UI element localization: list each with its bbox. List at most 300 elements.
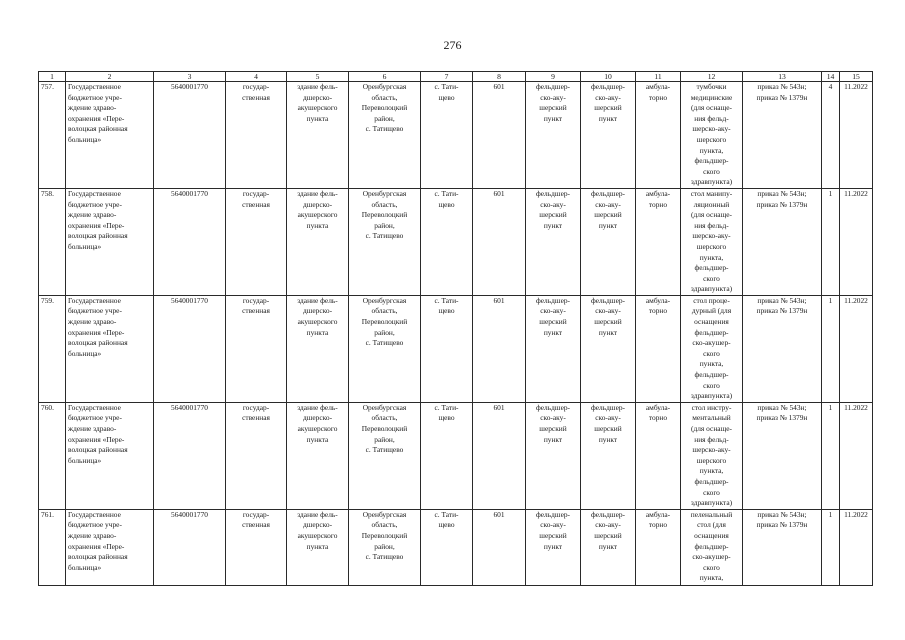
column-number: 8	[473, 72, 526, 82]
column-number: 14	[822, 72, 840, 82]
row-number-cell: 759.	[39, 295, 66, 402]
cell-line: область,	[371, 306, 398, 316]
column-number: 1	[39, 72, 66, 82]
cell-line: охранения «Пере-	[68, 327, 125, 337]
column-number: 7	[421, 72, 473, 82]
cell-line: приказ № 543н;	[757, 82, 807, 91]
table-row	[39, 188, 873, 295]
building-cell	[287, 402, 349, 509]
building-cell	[287, 295, 349, 402]
address-cell	[349, 295, 421, 402]
row-number-cell: 758.	[39, 188, 66, 295]
cell-line: область,	[371, 520, 398, 530]
column-number: 11	[636, 72, 681, 82]
code-cell: 5640001770	[154, 402, 226, 509]
cell-line: Государственное	[68, 82, 121, 91]
cell-line: шерского	[696, 455, 727, 465]
cell-line: Переволоцкий	[361, 424, 408, 433]
cell-line: ственная	[242, 92, 270, 102]
cell-line: (для оснаще-	[691, 210, 732, 220]
cell-line: ского	[703, 273, 720, 283]
settlement-cell	[421, 82, 473, 189]
cell-line: ния фельд-	[694, 113, 729, 123]
ownership-cell	[226, 82, 287, 189]
cell-line: с. Тати-	[434, 188, 459, 198]
date-cell: 11.2022	[840, 188, 873, 295]
cell-line: пункта	[306, 434, 329, 444]
equipment-item-cell	[681, 82, 743, 189]
order-reference-cell	[743, 82, 822, 189]
code-cell: 5640001770	[154, 295, 226, 402]
cell-line: фельдшер-	[590, 188, 626, 198]
cell-line: фельдшер-	[535, 509, 571, 519]
cell-line: шерский	[539, 210, 567, 220]
cell-line: государ-	[242, 295, 270, 305]
cell-line: шерско-аку-	[692, 445, 731, 455]
building-cell	[287, 509, 349, 585]
cell-line: приказ № 1379н	[756, 306, 808, 316]
cell-line: государ-	[242, 188, 270, 198]
cell-line: ского	[703, 348, 720, 358]
cell-line: фельдшер-	[535, 188, 571, 198]
date-cell: 11.2022	[840, 295, 873, 402]
cell-line: пункт	[543, 113, 563, 123]
unit-type-cell	[526, 82, 581, 189]
cell-line: стол манипу-	[690, 188, 733, 198]
cell-line: фельдшер-	[535, 295, 571, 305]
cell-line: пункт	[543, 327, 563, 337]
column-number: 13	[743, 72, 822, 82]
row-number-cell: 761.	[39, 509, 66, 585]
cell-line: акушерского	[297, 424, 338, 433]
settlement-cell	[421, 509, 473, 585]
column-number: 6	[349, 72, 421, 82]
cell-line: (для оснаще-	[691, 103, 732, 113]
cell-line: приказ № 543н;	[757, 402, 807, 412]
cell-line: щево	[438, 520, 455, 530]
cell-line: акушерского	[297, 210, 338, 220]
cell-line: фельдшер-	[694, 476, 729, 486]
cell-line: ского	[703, 562, 720, 572]
cell-line: здание фель-	[297, 188, 338, 198]
cell-line: фельдшер-	[535, 402, 571, 412]
table-row	[39, 402, 873, 509]
cell-line: здравпункта)	[690, 177, 733, 187]
cell-line: ско-аку-	[595, 413, 621, 423]
cell-line: ждение здраво-	[68, 424, 117, 433]
organization-cell	[66, 82, 154, 189]
quantity-cell: 1	[822, 402, 840, 509]
cell-line: пункта,	[699, 466, 724, 476]
cell-line: с. Татищево	[365, 552, 404, 562]
cell-line: шерско-аку-	[692, 231, 731, 241]
ownership-cell	[226, 295, 287, 402]
cell-line: пункт	[543, 434, 563, 444]
cell-line: с. Татищево	[365, 231, 404, 241]
cell-line: пеленальный	[690, 509, 733, 519]
organization-cell	[66, 402, 154, 509]
cell-line: ждение здраво-	[68, 210, 117, 220]
cell-line: амбула-	[645, 402, 671, 412]
cell-line: ско-аку-	[540, 92, 566, 102]
care-form-cell	[636, 402, 681, 509]
cell-line: Переволоцкий	[361, 210, 408, 220]
table-row	[39, 509, 873, 585]
cell-line: с. Татищево	[365, 124, 404, 134]
cell-line: область,	[371, 413, 398, 423]
cell-line: ственная	[242, 199, 270, 209]
settlement-cell	[421, 402, 473, 509]
cell-line: ского	[703, 487, 720, 497]
cell-line: фельдшер-	[535, 82, 571, 91]
cell-line: приказ № 543н;	[757, 509, 807, 519]
cell-line: акушерского	[297, 103, 338, 113]
code-601-cell: 601	[473, 295, 526, 402]
building-cell	[287, 82, 349, 189]
cell-line: ско-аку-	[595, 92, 621, 102]
cell-line: ственная	[242, 520, 270, 530]
cell-line: пункта	[306, 327, 329, 337]
cell-line: приказ № 1379н	[756, 413, 808, 423]
cell-line: шерский	[594, 530, 622, 540]
cell-line: ско-аку-	[595, 520, 621, 530]
order-reference-cell	[743, 188, 822, 295]
cell-line: фельдшер-	[694, 370, 729, 380]
cell-line: пункт	[543, 220, 563, 230]
column-number: 5	[287, 72, 349, 82]
cell-line: акушерского	[297, 530, 338, 540]
order-reference-cell	[743, 402, 822, 509]
cell-line: торно	[648, 199, 668, 209]
cell-line: район,	[374, 541, 395, 551]
cell-line: Переволоцкий	[361, 317, 408, 327]
equipment-item-cell	[681, 188, 743, 295]
cell-line: фельдшер-	[694, 156, 729, 166]
cell-line: район,	[374, 327, 395, 337]
organization-cell	[66, 295, 154, 402]
care-form-cell	[636, 295, 681, 402]
cell-line: государ-	[242, 402, 270, 412]
cell-line: шерского	[696, 241, 727, 251]
cell-line: волоцкая районная	[68, 124, 128, 134]
code-601-cell: 601	[473, 82, 526, 189]
cell-line: фельдшер-	[590, 509, 626, 519]
cell-line: ско-аку-	[595, 199, 621, 209]
cell-line: ментальный	[692, 413, 731, 423]
cell-line: Оренбургская	[362, 295, 407, 305]
cell-line: ско-аку-	[595, 306, 621, 316]
cell-line: приказ № 543н;	[757, 188, 807, 198]
cell-line: стол инстру-	[691, 402, 732, 412]
cell-line: волоцкая районная	[68, 552, 128, 562]
cell-line: с. Тати-	[434, 402, 459, 412]
cell-line: шерский	[594, 210, 622, 220]
cell-line: волоцкая районная	[68, 338, 128, 348]
cell-line: ляционный	[693, 199, 730, 209]
cell-line: стол (для	[697, 520, 726, 530]
unit-name-cell	[581, 402, 636, 509]
cell-line: бюджетное учре-	[68, 92, 122, 102]
cell-line: пункта,	[699, 252, 724, 262]
cell-line: бюджетное учре-	[68, 306, 122, 316]
cell-line: ско-аку-	[540, 413, 566, 423]
ownership-cell	[226, 509, 287, 585]
cell-line: здравпункта)	[690, 284, 733, 294]
cell-line: государ-	[242, 509, 270, 519]
address-cell	[349, 188, 421, 295]
cell-line: фельдшер-	[694, 541, 729, 551]
cell-line: оснащения	[694, 317, 729, 327]
cell-line: фельдшер-	[694, 327, 729, 337]
cell-line: Оренбургская	[362, 402, 407, 412]
cell-line: здание фель-	[297, 402, 338, 412]
column-number: 12	[681, 72, 743, 82]
cell-line: дурный (для	[691, 306, 732, 316]
care-form-cell	[636, 188, 681, 295]
address-cell	[349, 402, 421, 509]
cell-line: ско-акушер-	[692, 338, 731, 348]
cell-line: Государственное	[68, 295, 121, 305]
cell-line: шерский	[594, 424, 622, 433]
row-number-cell: 757.	[39, 82, 66, 189]
cell-line: амбула-	[645, 509, 671, 519]
cell-line: здание фель-	[297, 509, 338, 519]
cell-line: ждение здраво-	[68, 103, 117, 113]
cell-line: пункта,	[699, 573, 724, 583]
cell-line: торно	[648, 306, 668, 316]
cell-line: Государственное	[68, 188, 121, 198]
cell-line: акушерского	[297, 317, 338, 327]
column-number: 9	[526, 72, 581, 82]
cell-line: приказ № 543н;	[757, 295, 807, 305]
cell-line: шерский	[539, 530, 567, 540]
unit-type-cell	[526, 188, 581, 295]
settlement-cell	[421, 188, 473, 295]
cell-line: Переволоцкий	[361, 530, 408, 540]
care-form-cell	[636, 509, 681, 585]
cell-line: ния фельд-	[694, 434, 729, 444]
cell-line: пункт	[598, 434, 618, 444]
cell-line: район,	[374, 434, 395, 444]
cell-line: шерский	[594, 317, 622, 327]
settlement-cell	[421, 295, 473, 402]
column-number-row	[39, 72, 873, 82]
cell-line: с. Тати-	[434, 509, 459, 519]
cell-line: область,	[371, 92, 398, 102]
cell-line: торно	[648, 413, 668, 423]
cell-line: фельдшер-	[590, 295, 626, 305]
cell-line: ско-аку-	[540, 520, 566, 530]
cell-line: ского	[703, 166, 720, 176]
cell-line: здравпункта)	[690, 391, 733, 401]
unit-name-cell	[581, 188, 636, 295]
cell-line: больница»	[68, 134, 102, 144]
cell-line: пункт	[598, 541, 618, 551]
cell-line: фельдшер-	[590, 82, 626, 91]
cell-line: амбула-	[645, 188, 671, 198]
cell-line: дшерско-	[302, 92, 333, 102]
cell-line: больница»	[68, 455, 102, 465]
ownership-cell	[226, 402, 287, 509]
cell-line: тумбочки	[696, 82, 727, 91]
cell-line: щево	[438, 199, 455, 209]
address-cell	[349, 509, 421, 585]
cell-line: щево	[438, 306, 455, 316]
unit-type-cell	[526, 509, 581, 585]
cell-line: амбула-	[645, 82, 671, 91]
cell-line: дшерско-	[302, 413, 333, 423]
cell-line: оснащения	[694, 530, 729, 540]
quantity-cell: 4	[822, 82, 840, 189]
cell-line: пункта	[306, 113, 329, 123]
equipment-item-cell	[681, 509, 743, 585]
cell-line: стол проце-	[693, 295, 730, 305]
cell-line: шерский	[594, 103, 622, 113]
quantity-cell: 1	[822, 188, 840, 295]
cell-line: медицинские	[690, 92, 733, 102]
cell-line: Оренбургская	[362, 509, 407, 519]
cell-line: пункт	[598, 220, 618, 230]
unit-name-cell	[581, 295, 636, 402]
cell-line: (для оснаще-	[691, 424, 732, 433]
unit-type-cell	[526, 295, 581, 402]
cell-line: государ-	[242, 82, 270, 91]
cell-line: Оренбургская	[362, 82, 407, 91]
row-number-cell: 760.	[39, 402, 66, 509]
code-601-cell: 601	[473, 188, 526, 295]
cell-line: приказ № 1379н	[756, 199, 808, 209]
code-cell: 5640001770	[154, 509, 226, 585]
cell-line: ско-аку-	[540, 199, 566, 209]
cell-line: амбула-	[645, 295, 671, 305]
column-number: 3	[154, 72, 226, 82]
cell-line: пункт	[598, 327, 618, 337]
date-cell: 11.2022	[840, 509, 873, 585]
cell-line: дшерско-	[302, 520, 333, 530]
cell-line: охранения «Пере-	[68, 541, 125, 551]
code-601-cell: 601	[473, 402, 526, 509]
cell-line: с. Татищево	[365, 338, 404, 348]
address-cell	[349, 82, 421, 189]
cell-line: бюджетное учре-	[68, 520, 122, 530]
cell-line: шерский	[539, 317, 567, 327]
cell-line: ственная	[242, 306, 270, 316]
column-number: 15	[840, 72, 873, 82]
table-row	[39, 295, 873, 402]
table-row	[39, 82, 873, 189]
quantity-cell: 1	[822, 509, 840, 585]
cell-line: Оренбургская	[362, 188, 407, 198]
cell-line: ждение здраво-	[68, 317, 117, 327]
cell-line: шерский	[539, 103, 567, 113]
cell-line: шерского	[696, 134, 727, 144]
cell-line: охранения «Пере-	[68, 113, 125, 123]
equipment-item-cell	[681, 402, 743, 509]
cell-line: область,	[371, 199, 398, 209]
cell-line: охранения «Пере-	[68, 434, 125, 444]
cell-line: район,	[374, 113, 395, 123]
unit-type-cell	[526, 402, 581, 509]
cell-line: шерский	[539, 424, 567, 433]
cell-line: пункта,	[699, 359, 724, 369]
cell-line: здание фель-	[297, 82, 338, 91]
equipment-table	[38, 71, 873, 586]
column-number: 2	[66, 72, 154, 82]
equipment-item-cell	[681, 295, 743, 402]
date-cell: 11.2022	[840, 82, 873, 189]
cell-line: район,	[374, 220, 395, 230]
cell-line: пункт	[598, 113, 618, 123]
cell-line: пункт	[543, 541, 563, 551]
cell-line: больница»	[68, 241, 102, 251]
cell-line: волоцкая районная	[68, 445, 128, 455]
code-601-cell: 601	[473, 509, 526, 585]
cell-line: шерско-аку-	[692, 124, 731, 134]
column-number: 10	[581, 72, 636, 82]
cell-line: волоцкая районная	[68, 231, 128, 241]
cell-line: ско-аку-	[540, 306, 566, 316]
care-form-cell	[636, 82, 681, 189]
building-cell	[287, 188, 349, 295]
cell-line: торно	[648, 520, 668, 530]
cell-line: больница»	[68, 348, 102, 358]
cell-line: приказ № 1379н	[756, 92, 808, 102]
cell-line: здравпункта)	[690, 498, 733, 508]
code-cell: 5640001770	[154, 188, 226, 295]
page-number: 276	[443, 38, 462, 52]
date-cell: 11.2022	[840, 402, 873, 509]
cell-line: фельдшер-	[694, 263, 729, 273]
cell-line: ственная	[242, 413, 270, 423]
unit-name-cell	[581, 509, 636, 585]
order-reference-cell	[743, 509, 822, 585]
cell-line: пункта	[306, 541, 329, 551]
column-number: 4	[226, 72, 287, 82]
cell-line: Государственное	[68, 509, 121, 519]
code-cell: 5640001770	[154, 82, 226, 189]
cell-line: пункта	[306, 220, 329, 230]
cell-line: пункта,	[699, 145, 724, 155]
cell-line: торно	[648, 92, 668, 102]
cell-line: бюджетное учре-	[68, 413, 122, 423]
cell-line: охранения «Пере-	[68, 220, 125, 230]
cell-line: с. Татищево	[365, 445, 404, 455]
organization-cell	[66, 509, 154, 585]
cell-line: дшерско-	[302, 306, 333, 316]
cell-line: дшерско-	[302, 199, 333, 209]
ownership-cell	[226, 188, 287, 295]
cell-line: здание фель-	[297, 295, 338, 305]
cell-line: с. Тати-	[434, 295, 459, 305]
order-reference-cell	[743, 295, 822, 402]
cell-line: ждение здраво-	[68, 530, 117, 540]
cell-line: щево	[438, 92, 455, 102]
cell-line: с. Тати-	[434, 82, 459, 91]
cell-line: фельдшер-	[590, 402, 626, 412]
organization-cell	[66, 188, 154, 295]
cell-line: ния фельд-	[694, 220, 729, 230]
cell-line: ского	[703, 380, 720, 390]
unit-name-cell	[581, 82, 636, 189]
cell-line: ско-акушер-	[692, 552, 731, 562]
cell-line: Государственное	[68, 402, 121, 412]
quantity-cell: 1	[822, 295, 840, 402]
cell-line: больница»	[68, 562, 102, 572]
cell-line: щево	[438, 413, 455, 423]
cell-line: бюджетное учре-	[68, 199, 122, 209]
cell-line: приказ № 1379н	[756, 520, 808, 530]
cell-line: Переволоцкий	[361, 103, 408, 113]
